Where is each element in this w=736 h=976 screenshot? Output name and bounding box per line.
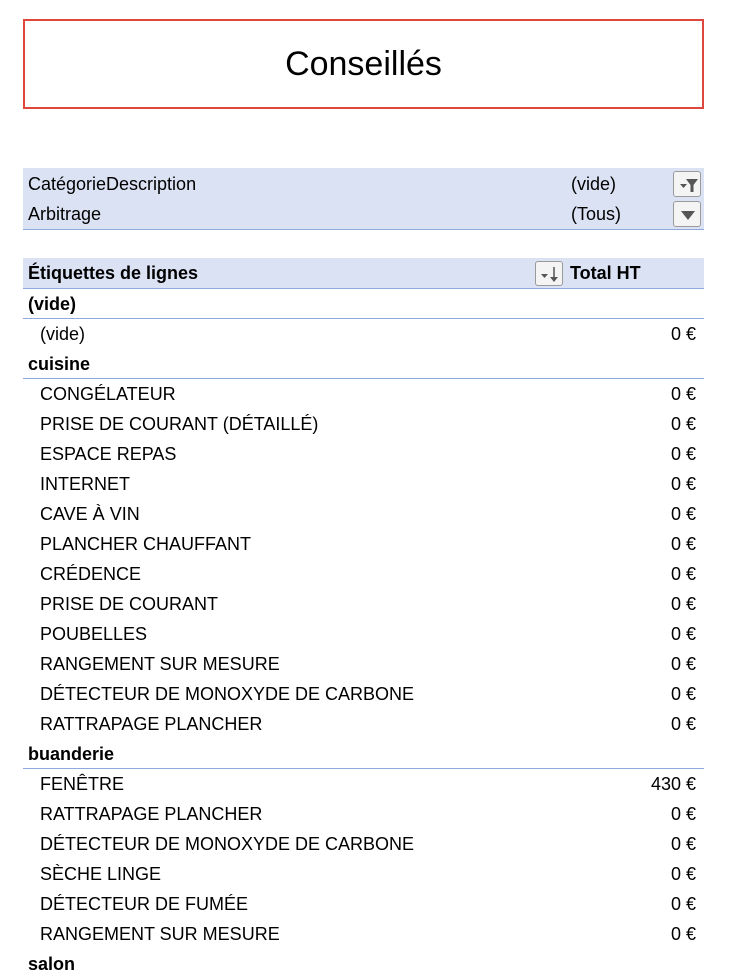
filter-label: CatégorieDescription: [28, 174, 197, 194]
row-value: 0 €: [670, 624, 696, 644]
row-label: DÉTECTEUR DE MONOXYDE DE CARBONE: [40, 684, 415, 704]
table-row[interactable]: [23, 559, 704, 589]
row-value: 0 €: [670, 414, 696, 434]
row-labels-sort-button[interactable]: [535, 261, 563, 286]
row-value: 0 €: [670, 894, 696, 914]
filter-row-categorie: [23, 169, 704, 199]
group-row[interactable]: [23, 739, 704, 769]
row-label: RATTRAPAGE PLANCHER: [40, 804, 263, 824]
row-label: CONGÉLATEUR: [40, 384, 176, 404]
row-value: 0 €: [670, 654, 696, 674]
filter-value: (Tous): [571, 204, 622, 224]
row-value: 0 €: [670, 474, 696, 494]
group-label: cuisine: [28, 354, 91, 374]
row-label: CRÉDENCE: [40, 564, 142, 584]
table-row[interactable]: [23, 829, 704, 859]
table-row[interactable]: [23, 679, 704, 709]
pivot-header: [23, 258, 704, 289]
row-value: 430 €: [650, 774, 696, 794]
table-row[interactable]: [23, 589, 704, 619]
table-row[interactable]: [23, 319, 704, 349]
table-row[interactable]: [23, 499, 704, 529]
row-value: 0 €: [670, 594, 696, 614]
row-value: 0 €: [670, 504, 696, 524]
group-label: salon: [28, 954, 76, 974]
filter-applied-icon: [674, 172, 702, 198]
report-filters: [23, 168, 704, 230]
row-value: 0 €: [670, 864, 696, 884]
row-label: (vide): [40, 324, 86, 344]
table-row[interactable]: [23, 379, 704, 409]
table-row[interactable]: [23, 799, 704, 829]
row-value: 0 €: [670, 684, 696, 704]
group-label: (vide): [28, 294, 77, 314]
row-value: 0 €: [670, 804, 696, 824]
group-row[interactable]: [23, 949, 704, 976]
filter-applied-button[interactable]: [673, 171, 701, 197]
table-row[interactable]: [23, 709, 704, 739]
filter-label: Arbitrage: [28, 204, 102, 224]
sort-descending-icon: [536, 262, 564, 287]
table-row[interactable]: [23, 619, 704, 649]
pivot-table: [23, 258, 704, 976]
table-row[interactable]: [23, 919, 704, 949]
group-row[interactable]: [23, 349, 704, 379]
row-value: 0 €: [670, 834, 696, 854]
group-row[interactable]: [23, 289, 704, 319]
dropdown-arrow-icon: [674, 202, 702, 228]
row-label: DÉTECTEUR DE MONOXYDE DE CARBONE: [40, 834, 415, 854]
row-label: INTERNET: [40, 474, 130, 494]
row-label: ESPACE REPAS: [40, 444, 177, 464]
row-label: RANGEMENT SUR MESURE: [40, 924, 280, 944]
row-value: 0 €: [670, 324, 696, 344]
row-value: 0 €: [670, 564, 696, 584]
table-row[interactable]: [23, 649, 704, 679]
table-row[interactable]: [23, 859, 704, 889]
page-title: Conseillés: [23, 19, 704, 109]
row-value: 0 €: [670, 444, 696, 464]
group-label: buanderie: [28, 744, 115, 764]
filter-dropdown-button[interactable]: [673, 201, 701, 227]
row-label: SÈCHE LINGE: [40, 864, 162, 884]
row-value: 0 €: [670, 714, 696, 734]
row-labels-header: Étiquettes de lignes: [28, 263, 199, 283]
filter-value: (vide): [571, 174, 617, 194]
row-label: DÉTECTEUR DE FUMÉE: [40, 894, 249, 914]
row-label: FENÊTRE: [40, 774, 125, 794]
row-label: PRISE DE COURANT: [40, 594, 219, 614]
row-value: 0 €: [670, 534, 696, 554]
table-row[interactable]: [23, 889, 704, 919]
table-row[interactable]: [23, 529, 704, 559]
row-label: RATTRAPAGE PLANCHER: [40, 714, 263, 734]
row-label: POUBELLES: [40, 624, 148, 644]
row-value: 0 €: [670, 924, 696, 944]
table-row[interactable]: [23, 439, 704, 469]
row-label: PRISE DE COURANT (DÉTAILLÉ): [40, 414, 319, 434]
row-label: RANGEMENT SUR MESURE: [40, 654, 280, 674]
table-row[interactable]: [23, 469, 704, 499]
filter-row-arbitrage: [23, 199, 704, 229]
row-value: 0 €: [670, 384, 696, 404]
row-label: CAVE À VIN: [40, 504, 140, 524]
table-row[interactable]: [23, 409, 704, 439]
pivot-body: [23, 289, 704, 976]
total-ht-header: Total HT: [570, 263, 641, 283]
row-label: PLANCHER CHAUFFANT: [40, 534, 252, 554]
table-row[interactable]: [23, 769, 704, 799]
